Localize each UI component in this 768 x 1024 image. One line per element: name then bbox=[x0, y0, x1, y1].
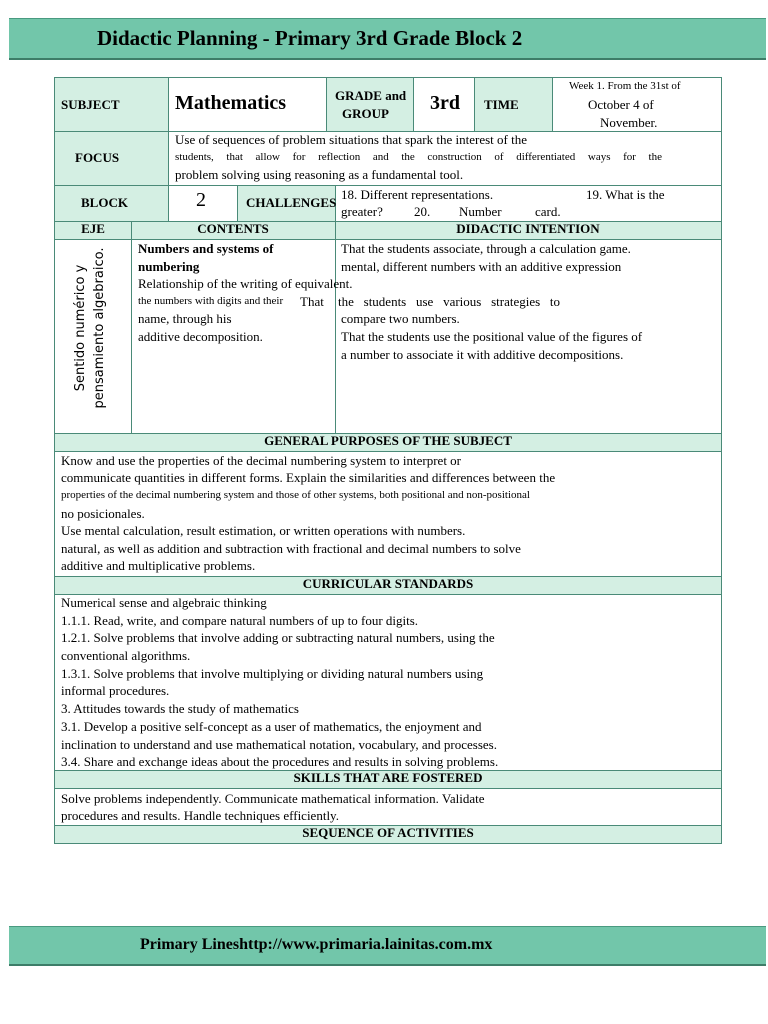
intention-line5: That the students use the positional value of the figures of bbox=[341, 329, 643, 344]
purposes-line7: additive and multiplicative problems. bbox=[61, 558, 256, 573]
challenges-label: CHALLENGES bbox=[246, 195, 337, 210]
challenges-line1a: 18. Different representations. bbox=[341, 187, 494, 202]
title-banner bbox=[9, 18, 766, 60]
time-label: TIME bbox=[484, 97, 519, 112]
purposes-line2: communicate quantities in different forms. Explain the similarities and differences between the bbox=[61, 470, 556, 485]
eje-header: EJE bbox=[81, 221, 105, 236]
purposes-line4: no posicionales. bbox=[61, 506, 145, 521]
intention-line4: compare two numbers. bbox=[341, 311, 460, 326]
standards-line6: informal procedures. bbox=[61, 683, 170, 698]
standards-line1: Numerical sense and algebraic thinking bbox=[61, 595, 267, 610]
standards-line2: 1.1.1. Read, write, and compare natural numbers of up to four digits. bbox=[61, 613, 419, 628]
document-title: Didactic Planning - Primary 3rd Grade Block 2 bbox=[97, 26, 523, 50]
contents-header: CONTENTS bbox=[197, 221, 269, 236]
time-line3: November. bbox=[600, 115, 658, 130]
eje-vertical-line2: pensamiento algebraico. bbox=[92, 247, 107, 409]
skills-header: SKILLS THAT ARE FOSTERED bbox=[293, 770, 483, 785]
intention-line1: That the students associate, through a calculation game. bbox=[341, 241, 631, 256]
subject-label: SUBJECT bbox=[61, 97, 120, 112]
grade-value: 3rd bbox=[430, 92, 460, 114]
focus-line3: problem solving using reasoning as a fundamental tool. bbox=[175, 167, 464, 182]
contents-line4: additive decomposition. bbox=[138, 329, 263, 344]
purposes-line5: Use mental calculation, result estimation, or written operations with numbers. bbox=[61, 523, 466, 538]
challenges-line2c: Number bbox=[459, 204, 502, 219]
block-label: BLOCK bbox=[81, 195, 128, 210]
footer-banner bbox=[9, 926, 766, 966]
intention-line6: a number to associate it with additive decompositions. bbox=[341, 347, 624, 362]
intention-line2: mental, different numbers with an additive expression bbox=[341, 259, 622, 274]
purposes-header: GENERAL PURPOSES OF THE SUBJECT bbox=[264, 433, 512, 448]
intention-header: DIDACTIC INTENTION bbox=[456, 221, 600, 236]
intention-line3: the students use various strategies to bbox=[338, 294, 561, 309]
time-line2: October 4 of bbox=[588, 97, 654, 112]
subject-value: Mathematics bbox=[175, 92, 287, 114]
contents-title-line1: Numbers and systems of bbox=[138, 241, 274, 256]
standards-line3: 1.2.1. Solve problems that involve adding or subtracting natural numbers, using the bbox=[61, 630, 495, 645]
footer-text: Primary Lineshttp://www.primaria.lainitas.com.mx bbox=[140, 936, 493, 953]
sequence-header: SEQUENCE OF ACTIVITIES bbox=[302, 825, 474, 840]
contents-line1: Relationship of the writing of equivalent. bbox=[138, 276, 353, 291]
focus-line1: Use of sequences of problem situations that spark the interest of the bbox=[175, 132, 527, 147]
block-value: 2 bbox=[196, 189, 206, 211]
challenges-line2a: greater? bbox=[341, 204, 383, 219]
grade-label-line1: GRADE and bbox=[335, 88, 407, 103]
focus-line2: students, that allow for reflection and the construction of differentiated ways for the bbox=[175, 151, 662, 163]
purposes-line6: natural, as well as addition and subtraction with fractional and decimal numbers to solve bbox=[61, 541, 521, 556]
eje-vertical-text bbox=[71, 228, 115, 428]
standards-line7: 3. Attitudes towards the study of mathematics bbox=[61, 701, 299, 716]
time-line1: Week 1. From the 31st of bbox=[569, 80, 681, 92]
purposes-line1: Know and use the properties of the decimal numbering system to interpret or bbox=[61, 453, 462, 468]
standards-line5: 1.3.1. Solve problems that involve multiplying or dividing natural numbers using bbox=[61, 666, 484, 681]
challenges-line2d: card. bbox=[535, 204, 561, 219]
standards-line8: 3.1. Develop a positive self-concept as a user of mathematics, the enjoyment and bbox=[61, 719, 482, 734]
contents-title-line2: numbering bbox=[138, 259, 200, 274]
skills-line1: Solve problems independently. Communicate mathematical information. Validate bbox=[61, 791, 485, 806]
grade-label-line2: GROUP bbox=[342, 106, 389, 121]
standards-line4: conventional algorithms. bbox=[61, 648, 191, 663]
standards-line10: 3.4. Share and exchange ideas about the procedures and results in solving problems. bbox=[61, 754, 499, 769]
challenges-line2b: 20. bbox=[414, 204, 431, 219]
skills-line2: procedures and results. Handle techniques efficiently. bbox=[61, 808, 339, 823]
standards-header: CURRICULAR STANDARDS bbox=[302, 576, 474, 591]
eje-vertical-line1: Sentido numérico y bbox=[73, 264, 88, 392]
contents-line2b: That bbox=[300, 294, 324, 309]
challenges-line1b: 19. What is the bbox=[586, 187, 665, 202]
standards-line9: inclination to understand and use mathematical notation, vocabulary, and processes. bbox=[61, 737, 497, 752]
purposes-line3: properties of the decimal numbering system and those of other systems, both positional and non-positional bbox=[61, 489, 530, 501]
contents-line3: name, through his bbox=[138, 311, 232, 326]
focus-label: FOCUS bbox=[75, 150, 120, 165]
contents-line2a: the numbers with digits and their bbox=[138, 295, 284, 307]
